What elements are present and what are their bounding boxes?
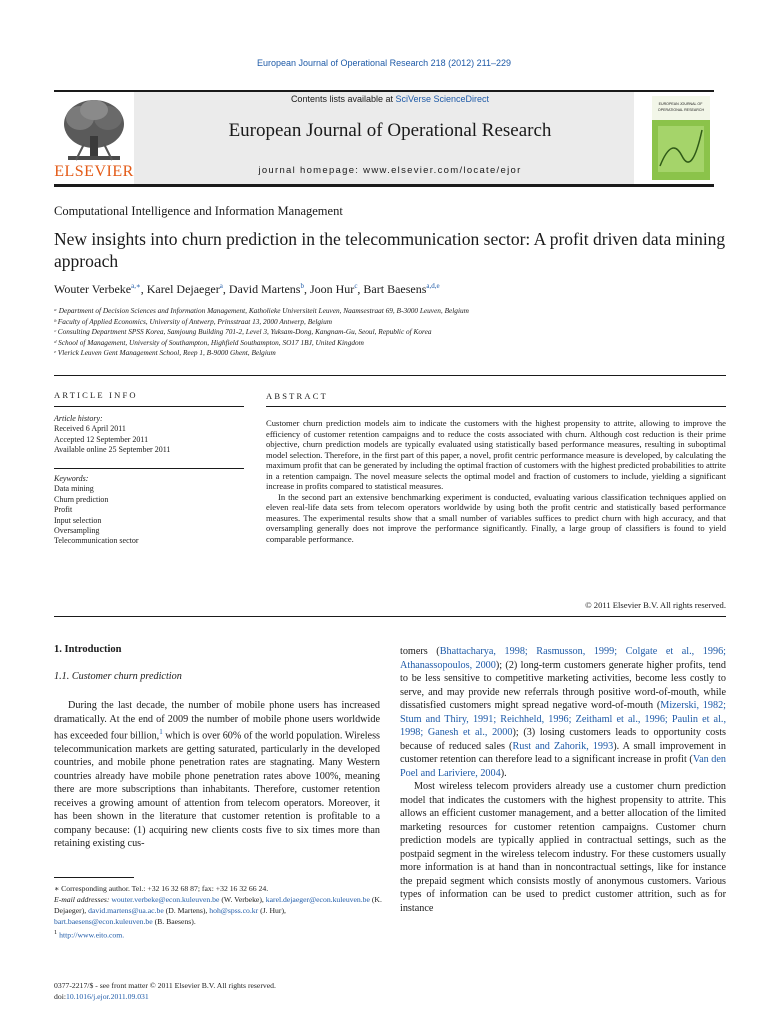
header-bottom-rule: [54, 184, 714, 187]
history-item: Accepted 12 September 2011: [54, 434, 149, 444]
article-info-heading: ARTICLE INFO: [54, 390, 138, 400]
page-footer: [54, 980, 276, 1002]
keywords-label: Keywords:: [54, 474, 89, 483]
author-superscript[interactable]: c: [354, 282, 358, 290]
body-right-column: [400, 645, 726, 915]
publisher-name: ELSEVIER: [54, 163, 134, 180]
footnote-url-link[interactable]: http://www.eito.com.: [59, 930, 125, 940]
footnote-rule: [54, 877, 134, 878]
email-addresses: [54, 894, 384, 927]
section-label: Computational Intelligence and Information Management: [54, 204, 343, 218]
keyword: Churn prediction: [54, 494, 109, 504]
doi-link[interactable]: 10.1016/j.ejor.2011.09.031: [65, 992, 149, 1001]
abstract-bottom-rule: [54, 616, 726, 617]
article-history: [54, 414, 244, 456]
email-link[interactable]: karel.dejaeger@econ.kuleuven.be: [265, 895, 370, 904]
cover-title-line-1: EUROPEAN JOURNAL OF: [658, 102, 703, 106]
affiliation: ᵈ School of Management, University of Southampton, Highfield Southampton, SO17 1BJ, United Kingdom: [54, 337, 364, 347]
journal-reference[interactable]: European Journal of Operational Research 218 (2012) 211–229: [256, 58, 511, 68]
doi-line: [54, 991, 276, 1002]
author-name: Wouter Verbeke: [54, 282, 132, 296]
affiliation: ᶜ Consulting Department SPSS Korea, Samjoung Building 701-2, Level 3, Yuksam-Dong, Kangnam-Gu, Seoul, Republic of Korea: [54, 327, 432, 337]
email-link[interactable]: wouter.verbeke@econ.kuleuven.be: [111, 895, 220, 904]
keyword: Input selection: [54, 515, 102, 525]
email-link[interactable]: david.martens@ua.ac.be: [88, 906, 164, 915]
email-link[interactable]: hoh@spss.co.kr: [209, 906, 259, 915]
email-owner: (D. Martens),: [163, 906, 210, 915]
history-item: Available online 25 September 2011: [54, 445, 171, 455]
affiliation: ᵇ Faculty of Applied Economics, University of Antwerp, Prinsstraat 13, 2000 Antwerp, Belgium: [54, 316, 333, 326]
keyword: Oversampling: [54, 526, 100, 536]
body-text: ).: [500, 767, 507, 779]
issn-line: 0377-2217/$ - see front matter © 2011 Elsevier B.V. All rights reserved.: [54, 981, 276, 990]
author-superscript[interactable]: a,∗: [131, 282, 141, 290]
section-rule: [54, 375, 726, 376]
author-name: Bart Baesens: [363, 282, 427, 296]
doi-prefix: doi:: [54, 992, 66, 1001]
body-text: which is over 60% of the world population. Wireless telecommunication markets are getting saturated, particularly in the developed countries, and mobile phone penetration rates are stagnating. Many Western countries already have mobile phone penetration rates above 100%, meaning there are more subscriptions than inhabitants. Therefore, customer retention receives a growing amount of attention from telecom operators. Moreover, it has been shown in the literature that customer retention is profitable to a company because: (1) acquiring new clients costs five to six times more than retaining existing cus-: [54, 730, 380, 850]
history-label: Article history:: [54, 414, 103, 423]
body-paragraph: [54, 699, 380, 851]
citation-link[interactable]: Van den Poel and Lariviere, 2004: [400, 754, 726, 779]
contents-prefix: Contents lists available at: [290, 94, 396, 104]
journal-cover-image: [652, 96, 710, 180]
article-title: New insights into churn prediction in the telecommunication sector: A profit driven data mining approach: [54, 229, 726, 271]
article-info-rule: [54, 406, 244, 407]
email-owner: (K. Dejaeger),: [54, 895, 382, 915]
abstract-body: [266, 418, 726, 545]
abstract-copyright: © 2011 Elsevier B.V. All rights reserved.: [585, 600, 726, 610]
body-text: ); (3) losing customers leads to opportunity costs because of reduced sales (: [400, 727, 726, 752]
body-left-column: [54, 699, 380, 851]
body-text: tomers (: [400, 646, 440, 657]
history-item: Received 6 April 2011: [54, 424, 126, 434]
footnote-1: [54, 927, 384, 941]
affiliations: [54, 306, 734, 359]
section-heading: 1. Introduction: [54, 644, 122, 655]
email-owner: (J. Hur),: [258, 906, 286, 915]
author-name: David Martens: [228, 282, 301, 296]
keyword: Telecommunication sector: [54, 536, 139, 546]
journal-title: European Journal of Operational Research: [228, 120, 552, 141]
affiliation: ᵃ Department of Decision Sciences and Information Management, Katholieke Universiteit Leuven, Naamsestraat 69, B-3000 Leuven, Belgium: [54, 306, 469, 315]
citation-link[interactable]: Bhattacharya, 1998; Rasmusson, 1999; Colgate et al., 1996; Athanassopoulos, 2000: [400, 646, 726, 671]
body-text: During the last decade, the number of mobile phone users has increased dramatically. At the end of 2009 the number of mobile phone users worldwide has exceeded four billion,: [54, 700, 380, 742]
author-name: Karel Dejaeger: [146, 282, 220, 296]
abstract-paragraph: In the second part an extensive benchmarking experiment is conducted, evaluating various classification techniques applied on eleven real-life data sets from telecom operators worldwide by using both the profit centric and statistically based performance measures. The experimental results show that a small number of variables suffices to predict churn with high accuracy, and that oversampling generally does not improve the performance significantly. Finally, a large group of classifiers is found to yield comparable performance.: [266, 491, 726, 545]
author-list: Wouter Verbeke$^{a,∗}$, Karel Dejaeger$^a$, David Martens$^b$, Joon Hur$^c$, Bart Baesens$^{a,d,e}$: [54, 282, 440, 296]
journal-homepage[interactable]: journal homepage: www.elsevier.com/locate/ejor: [258, 165, 522, 176]
cover-title-line-2: OPERATIONAL RESEARCH: [657, 108, 705, 112]
keywords-rule: [54, 468, 244, 469]
footnote-marker[interactable]: 1: [159, 728, 163, 736]
keyword: Data mining: [54, 484, 94, 494]
author-superscript[interactable]: b: [300, 282, 304, 290]
footnote-marker: 1: [54, 929, 58, 936]
keyword: Profit: [54, 505, 73, 515]
author-name: Joon Hur: [309, 282, 355, 296]
body-paragraph: [400, 645, 726, 780]
abstract-heading: ABSTRACT: [266, 391, 328, 401]
email-link[interactable]: bart.baesens@econ.kuleuven.be: [54, 917, 153, 926]
footnotes: [54, 883, 384, 941]
body-text: ); (2) long-term customers generate higher profits, tend to be less sensitive to competitive marketing activities, become less costly to serve, and may provide new referrals through positive word-of-mouth, while dissatisfied customers might spread negative word-of-mouth (: [400, 659, 726, 711]
email-owner: (B. Baesens).: [152, 917, 196, 926]
body-text: ). A small improvement in customer retention can therefore lead to a significant increase in profit (: [400, 740, 726, 765]
body-paragraph: Most wireless telecom providers already use a customer churn prediction model that indicates the customers with the highest propensity to attrite. This allows an efficient customer management, and a better allocation of the limited marketing resources for customer retention campaigns. Customer churn prediction models are typically applied in contractual settings, such as the postpaid segment in the wireless telecom industry. For these customers usually more information is at hand than in noncontractual settings, like for instance the prepaid segment which consists mostly of anonymous customers. Various types of information can be used to predict customer attrition, such as for instance: [400, 781, 726, 914]
citation-link[interactable]: Rust and Zahorik, 1993: [512, 740, 614, 752]
citation-link[interactable]: Mizerski, 1982; Stum and Thiry, 1991; Reichheld, 1996; Zeithaml et al., 1996; Paulin et al., 1998; Ganesh et al., 2000: [400, 700, 726, 738]
author-superscript[interactable]: a: [219, 282, 223, 290]
corresponding-author-note: ∗ Corresponding author. Tel.: +32 16 32 68 87; fax: +32 16 32 66 24.: [54, 884, 269, 893]
email-owner: (W. Verbeke),: [219, 895, 266, 904]
abstract-rule: [266, 406, 726, 407]
author-superscript[interactable]: a,d,e: [426, 282, 440, 290]
sciencedirect-link[interactable]: SciVerse ScienceDirect: [395, 94, 490, 104]
keywords: [54, 474, 244, 547]
email-label: E-mail addresses:: [54, 895, 112, 904]
abstract-paragraph: Customer churn prediction models aim to indicate the customers with the highest propensity to attrite, allowing to improve the efficiency of customer retention campaigns and to reduce the costs associated with churn. Although cost reduction is their prime objective, churn prediction models are typically evaluated using statistically based performance measures, resulting in suboptimal model selection. Therefore, in the first part of this paper, a novel, profit centric performance measure is developed, by calculating the maximum profit that can be generated by including the optimal fraction of customers with the highest predicted probabilities to attrite in a retention campaign. The novel measure selects the optimal model and fraction of customers to include, yielding a significant increase in profits compared to statistical measures.: [266, 418, 726, 492]
subsection-heading: 1.1. Customer churn prediction: [54, 671, 182, 682]
contents-available: [140, 94, 640, 104]
affiliation: ᵉ Vlerick Leuven Gent Management School, Reep 1, B-9000 Ghent, Belgium: [54, 348, 276, 358]
